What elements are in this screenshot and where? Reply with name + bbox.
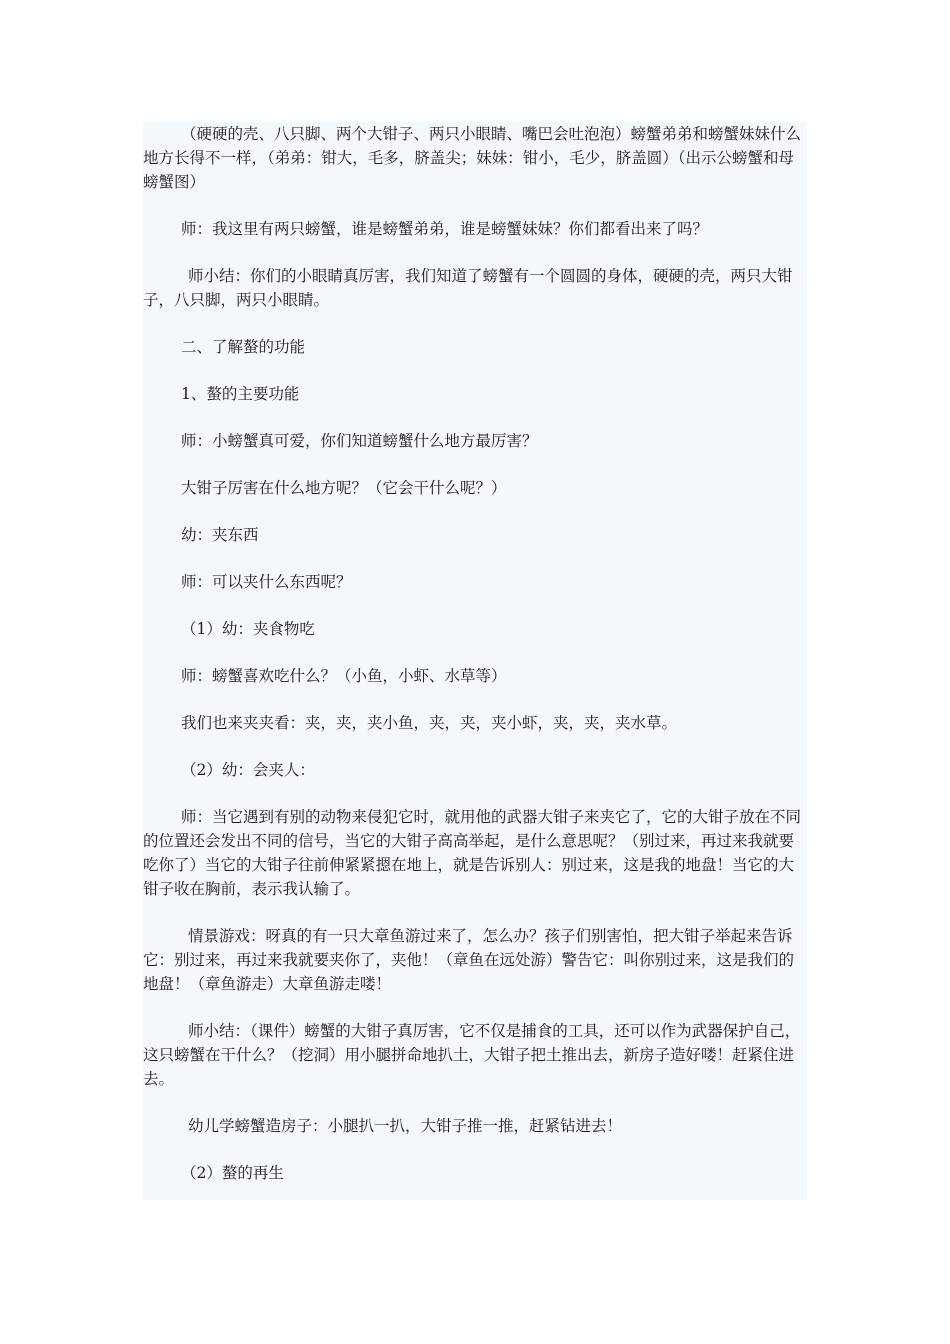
paragraph-teacher-summary-1: 师小结：你们的小眼睛真厉害，我们知道了螃蟹有一个圆圆的身体，硬硬的壳，两只大钳子，八只脚，两只小眼睛。 bbox=[143, 267, 793, 309]
paragraph-scenario-game: 情景游戏：呀真的有一只大章鱼游过来了，怎么办？孩子们别害怕，把大钳子举起来告诉它：别过来，再过来我就要夹你了，夹他！（章鱼在远处游）警告它：叫你别过来，这是我们的地盘！（章鱼游走）大章鱼游走喽！ bbox=[143, 927, 795, 993]
paragraph-claw-question: 大钳子厉害在什么地方呢？（它会干什么呢？） bbox=[181, 479, 507, 497]
paragraph-clip-game: 我们也来夹夹看：夹，夹，夹小鱼，夹，夹，夹小虾，夹，夹，夹水草。 bbox=[181, 714, 678, 732]
paragraph-teacher-what-clip: 师：可以夹什么东西呢？ bbox=[181, 573, 352, 591]
subheading-claw-regeneration: （2）螯的再生 bbox=[181, 1164, 284, 1182]
paragraph-claw-signals: 师：当它遇到有别的动物来侵犯它时，就用他的武器大钳子来夹它了，它的大钳子放在不同的位置还会发出不同的信号，当它的大钳子高高举起，是什么意思呢？（别过来，再过来我就要吃你了）当它的大钳子往前伸紧紧摁在地上，就是告诉别人：别过来，这是我的地盘！当它的大钳子收在胸前，表示我认输了。 bbox=[143, 808, 802, 898]
paragraph-clip-food: （1）幼：夹食物吃 bbox=[181, 620, 315, 638]
paragraph-child-answer: 幼：夹东西 bbox=[181, 526, 259, 544]
paragraph-teacher-summary-2: 师小结：（课件）螃蟹的大钳子真厉害，它不仅是捕食的工具，还可以作为武器保护自己，这只螃蟹在干什么？（挖洞）用小腿拼命地扒土，大钳子把土推出去，新房子造好喽！赶紧住进去。 bbox=[143, 1022, 801, 1088]
paragraph-teacher-question: 师：我这里有两只螃蟹，谁是螃蟹弟弟，谁是螃蟹妹妹？你们都看出来了吗？ bbox=[181, 220, 709, 238]
paragraph-crab-food: 师：螃蟹喜欢吃什么？（小鱼，小虾、水草等） bbox=[181, 667, 507, 685]
paragraph-crab-features: （硬硬的壳、八只脚、两个大钳子、两只小眼睛、嘴巴会吐泡泡）螃蟹弟弟和螃蟹妹妹什么地方长得不一样，（弟弟：钳大，毛多，脐盖尖；妹妹：钳小，毛少，脐盖圆）（出示公螃蟹和母螃蟹图） bbox=[143, 125, 802, 191]
subheading-main-function: 1、螯的主要功能 bbox=[181, 385, 300, 403]
paragraph-clip-people: （2）幼：会夹人： bbox=[181, 761, 315, 779]
paragraph-build-house: 幼儿学螃蟹造房子：小腿扒一扒，大钳子推一推，赶紧钻进去！ bbox=[188, 1117, 623, 1135]
document-body bbox=[143, 122, 807, 1185]
paragraph-teacher-cute-crab: 师：小螃蟹真可爱，你们知道螃蟹什么地方最厉害？ bbox=[181, 432, 538, 450]
section-heading-claw-function: 二、了解螯的功能 bbox=[181, 338, 306, 356]
